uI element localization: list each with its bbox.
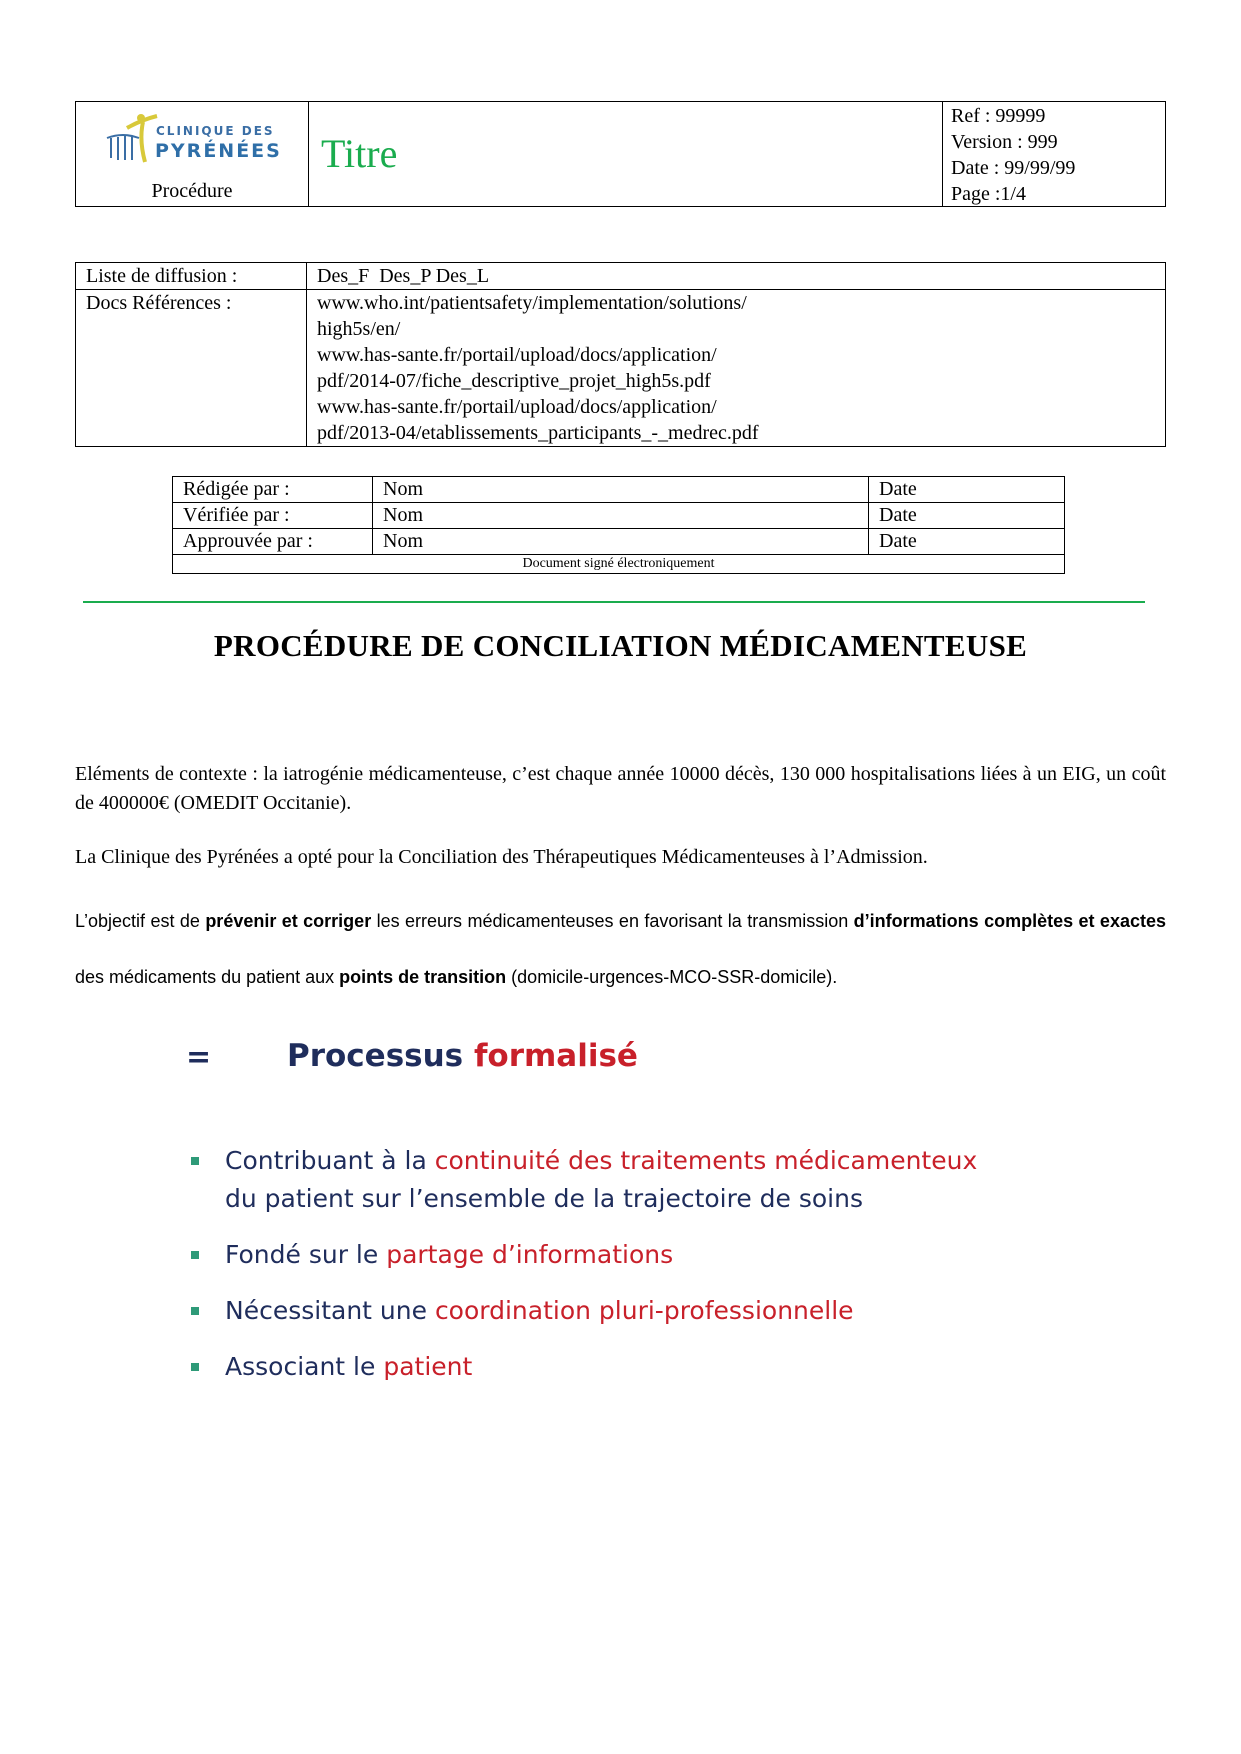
ref-number: Ref : 99999 <box>951 105 1046 127</box>
name-cell: Nom <box>373 477 869 503</box>
bullet-highlight: partage d’informations <box>386 1240 674 1269</box>
bullet-highlight: patient <box>383 1352 473 1381</box>
electronic-signature-note: Document signé électroniquement <box>173 555 1065 574</box>
reference-link[interactable]: www.has-sante.fr/portail/upload/docs/application/ <box>317 396 717 418</box>
bullet-highlight: coordination pluri-professionnelle <box>434 1296 854 1325</box>
logo-cell <box>76 102 309 206</box>
context-paragraph: Eléments de contexte : la iatrogénie médicamenteuse, c’est chaque année 10000 décès, 130 000 hospitalisations liées à un EIG, un coût de 400000€ (OMEDIT Occitanie). <box>75 763 1166 814</box>
bullet-highlight: continuité des traitements médicamenteux <box>434 1146 978 1175</box>
page-number: Page :1/4 <box>951 183 1026 205</box>
document-title: Titre <box>321 131 398 176</box>
square-bullet-icon <box>191 1157 199 1165</box>
objective-emphasis: prévenir et corriger <box>205 911 372 931</box>
objective-paragraph <box>75 893 1166 1005</box>
objective-emphasis: points de transition <box>339 967 507 987</box>
table-row <box>173 503 1065 529</box>
name-cell: Nom <box>373 503 869 529</box>
table-row <box>76 263 1166 290</box>
section-divider <box>83 601 1145 603</box>
objective-emphasis: d’informations complètes et exactes <box>853 911 1166 931</box>
reference-link[interactable]: www.who.int/patientsafety/implementation/solutions/ <box>317 292 747 314</box>
references-list <box>307 290 1166 447</box>
reference-link[interactable]: high5s/en/ <box>317 318 401 340</box>
objective-text: L’objectif est de <box>75 911 206 931</box>
diffusion-value: Des_F Des_P Des_L <box>307 263 1166 290</box>
objective-text: des médicaments du patient aux <box>75 967 340 987</box>
list-item <box>188 1142 977 1218</box>
logo-text-line1: CLINIQUE DES <box>156 124 275 138</box>
title-cell <box>309 102 943 206</box>
table-row <box>173 555 1065 574</box>
bullet-text: du patient sur l’ensemble de la trajectoire de soins <box>225 1184 864 1213</box>
slide-title <box>287 1038 638 1074</box>
logo-text-line2: PYRÉNÉES <box>155 140 282 162</box>
date-cell: Date <box>869 529 1065 555</box>
date-cell: Date <box>869 503 1065 529</box>
square-bullet-icon <box>191 1363 199 1371</box>
objective-text: (domicile-urgences-MCO-SSR-domicile). <box>506 967 838 987</box>
square-bullet-icon <box>191 1251 199 1259</box>
document-date: Date : 99/99/99 <box>951 157 1076 179</box>
page-title: PROCÉDURE DE CONCILIATION MÉDICAMENTEUSE <box>213 628 1028 663</box>
signature-table <box>172 476 1065 574</box>
square-bullet-icon <box>191 1307 199 1315</box>
slide-title-highlight: formalisé <box>473 1038 638 1074</box>
bullet-text: Contribuant à la <box>225 1146 435 1175</box>
process-slide-image <box>170 1030 1070 1400</box>
slide-bullet-list <box>188 1142 977 1404</box>
choice-paragraph: La Clinique des Pyrénées a opté pour la Conciliation des Thérapeutiques Médicamenteuses à l’Admission. <box>75 846 928 868</box>
table-row <box>76 290 1166 447</box>
metadata-cell <box>943 102 1165 206</box>
version-number: Version : 999 <box>951 131 1058 153</box>
bullet-text: Nécessitant une <box>225 1296 435 1325</box>
document-header <box>75 101 1166 207</box>
table-row <box>173 529 1065 555</box>
diffusion-table <box>75 262 1166 447</box>
bullet-text: Fondé sur le <box>225 1240 387 1269</box>
table-row <box>173 477 1065 503</box>
objective-text: les erreurs médicamenteuses en favorisant la transmission <box>371 911 854 931</box>
clinic-logo <box>103 110 283 170</box>
slide-title-part: Processus <box>287 1038 464 1074</box>
date-cell: Date <box>869 477 1065 503</box>
bullet-text: Associant le <box>225 1352 384 1381</box>
list-item <box>188 1236 977 1274</box>
name-cell: Nom <box>373 529 869 555</box>
reference-link[interactable]: pdf/2013-04/etablissements_participants_-_medrec.pdf <box>317 422 759 444</box>
clinic-logo-icon <box>103 110 158 165</box>
equals-sign: = <box>186 1040 212 1075</box>
list-item <box>188 1292 977 1330</box>
role-label: Approuvée par : <box>173 529 373 555</box>
references-label: Docs Références : <box>76 290 307 447</box>
role-label: Vérifiée par : <box>173 503 373 529</box>
reference-link[interactable]: pdf/2014-07/fiche_descriptive_projet_high5s.pdf <box>317 370 711 392</box>
role-label: Rédigée par : <box>173 477 373 503</box>
document-type: Procédure <box>151 180 233 202</box>
list-item <box>188 1348 977 1386</box>
reference-link[interactable]: www.has-sante.fr/portail/upload/docs/application/ <box>317 344 717 366</box>
diffusion-label: Liste de diffusion : <box>76 263 307 290</box>
